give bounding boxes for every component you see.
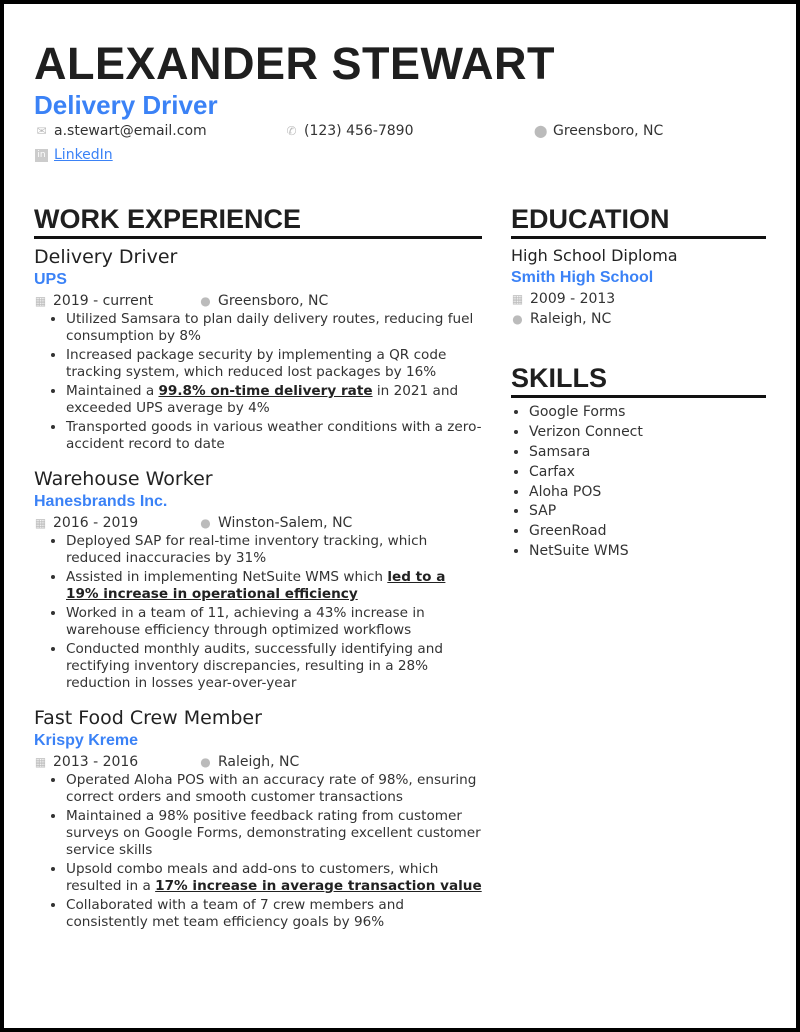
education-location [511,309,766,329]
section-heading-education: EDUCATION [511,204,766,239]
phone-icon: ✆ [286,123,297,138]
skill-item: • Google Forms [529,404,766,421]
dates-text: 2016 - 2019 [53,515,139,531]
skill-item: • Aloha POS [529,484,766,501]
dates-text: 2019 - current [53,293,154,309]
location-text: Winston-Salem, NC [218,515,353,531]
company-name: Hanesbrands Inc. [34,493,168,510]
calendar-icon: ▦ [34,293,47,308]
degree: High School Diploma [511,246,678,265]
contact-linkedin [35,147,113,163]
bullet-text: Transported goods in various weather conditions with a zero-accident record to date [66,419,482,452]
bullet-list [66,533,482,692]
education-dates [511,289,766,309]
bullet-text: Deployed SAP for real-time inventory tracking, which reduced inaccuracies by 31% [66,533,428,566]
bullet-item [66,641,482,692]
bullet-list [66,772,482,931]
resume-page [4,4,796,1028]
job-entry [34,467,482,692]
bullet-item [66,861,482,895]
candidate-name: ALEXANDER STEWART [34,38,556,89]
position-title: Fast Food Crew Member [34,707,262,729]
right-column [511,204,766,563]
skill-item: • Samsara [529,444,766,461]
highlight-text: 17% increase in average transaction value [155,878,482,894]
dates-text: 2013 - 2016 [53,754,139,770]
bullet-text: Collaborated with a team of 7 crew members and consistently met team efficiency goals by 96% [66,897,404,930]
calendar-icon: ▦ [511,291,524,306]
bullet-item [66,533,482,567]
location-pin-icon: ⬤ [534,123,548,138]
job-meta [34,513,482,533]
highlight-text: 99.8% on-time delivery rate [158,383,373,399]
bullet-text: Operated Aloha POS with an accuracy rate of 98%, ensuring correct orders and smooth customer transactions [66,772,477,805]
work-experience-section [34,204,482,945]
bullet-item [66,311,482,345]
bullet-item [66,569,482,603]
location-text: Raleigh, NC [530,311,612,327]
location-pin-icon: ● [512,311,523,326]
contact-phone [285,123,414,139]
bullet-text: Worked in a team of 11, achieving a 43% increase in warehouse efficiency through optimized workflows [66,605,425,638]
job-title: Delivery Driver [34,90,218,120]
bullet-list [66,311,482,453]
bullet-text: Increased package security by implementing a QR code tracking system, which reduced lost packages by 16% [66,347,447,380]
skill-item: • NetSuite WMS [529,543,766,560]
location-pin-icon: ● [200,515,211,530]
bullet-text: Conducted monthly audits, successfully identifying and rectifying inventory discrepancies, resulting in a 28% reduction in losses year-over-year [66,641,443,691]
bullet-item [66,383,482,417]
linkedin-icon: in [35,149,48,162]
bullet-item [66,772,482,806]
position-title: Warehouse Worker [34,468,213,490]
bullet-item [66,605,482,639]
location-text: Raleigh, NC [218,754,300,770]
job-meta [34,752,482,772]
bullet-text: Assisted in implementing NetSuite WMS which [66,569,388,585]
calendar-icon: ▦ [34,515,47,530]
highlight-text: led to a 19% increase in operational efficiency [66,569,446,602]
email-text: a.stewart@email.com [54,123,207,139]
section-heading-work: WORK EXPERIENCE [34,204,482,239]
location-text: Greensboro, NC [553,123,664,139]
location-text: Greensboro, NC [218,293,329,309]
company-name: Krispy Kreme [34,732,139,749]
bullet-text: Maintained a [66,383,159,399]
education-entry [511,245,766,329]
contact-email [35,123,207,139]
job-entry [34,706,482,931]
calendar-icon: ▦ [34,754,47,769]
skills-list [529,404,766,560]
envelope-icon: ✉ [36,123,47,138]
linkedin-link[interactable]: LinkedIn [54,147,113,163]
phone-text: (123) 456-7890 [304,123,414,139]
bullet-text: Upsold combo meals and add-ons to customers, which resulted in a [66,861,439,894]
bullet-text: in 2021 and exceeded UPS average by 4% [66,383,459,416]
skill-item: • SAP [529,503,766,520]
job-entry [34,245,482,453]
bullet-text: Maintained a 98% positive feedback rating from customer surveys on Google Forms, demonstrating excellent customer service skills [66,808,481,858]
section-heading-skills: SKILLS [511,363,766,398]
skill-item: • Verizon Connect [529,424,766,441]
bullet-item [66,419,482,453]
bullet-text: Utilized Samsara to plan daily delivery routes, reducing fuel consumption by 8% [66,311,474,344]
skill-item: • GreenRoad [529,523,766,540]
location-pin-icon: ● [200,754,211,769]
skill-item: • Carfax [529,464,766,481]
contact-location [534,123,663,139]
position-title: Delivery Driver [34,246,178,268]
company-name: UPS [34,271,67,288]
bullet-item [66,897,482,931]
location-pin-icon: ● [200,293,211,308]
bullet-item [66,347,482,381]
dates-text: 2009 - 2013 [530,291,616,307]
bullet-item [66,808,482,859]
school: Smith High School [511,269,654,286]
job-meta [34,291,482,311]
